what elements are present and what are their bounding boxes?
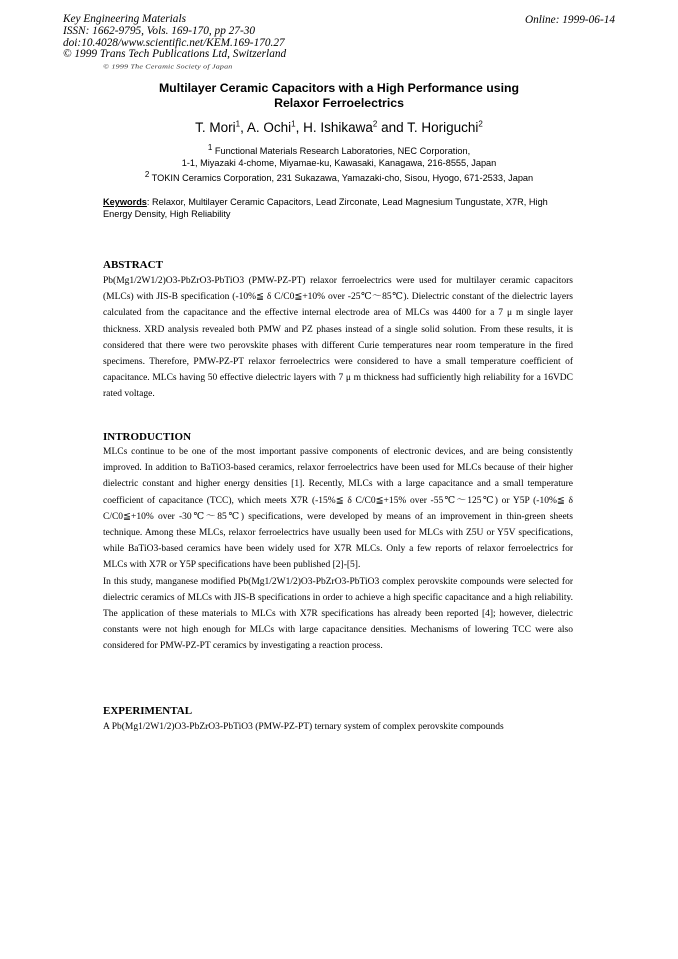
abstract-heading: ABSTRACT [103,259,163,271]
introduction-body [103,444,573,655]
title-line-1: Multilayer Ceramic Capacitors with a High Performance using [158,81,520,95]
keywords [103,197,563,220]
paragraph: Pb(Mg1/2W1/2)O3-PbZrO3-PbTiO3 (PMW-PZ-PT) relaxor ferroelectrics were used for multilayer ceramic capacitors (MLCs) with JIS-B specification (-10%≦ δ C/C0≦+10% over -25℃～85℃). Dielectric constant of the dielectric layers calculated from the capacitance and the effective internal electrode area of MLCs was 4400 for a 7 μ m single layer thickness. XRD analysis revealed both PMW and PZ phases instead of a single solid solution. From these results, it is considered that there were two perovskite phases with different Curie temperatures near room temperature in the fired specimens. Therefore, PMW-PZ-PT relaxor ferroelectrics were considered to have a small temperature coefficient of capacitance. MLCs having 50 effective dielectric layers with 7 μ m thickness had sufficiently high reliability for a 16VDC rated voltage. [103,276,573,400]
paragraph: MLCs continue to be one of the most important passive components of electronic devices, and are being consistently improved. In addition to BaTiO3-based ceramics, relaxor ferroelectrics have been used for MLCs because of their higher dielectric constant and higher energy densities [1]. Recently, MLCs with a large capacitance and a small temperature coefficient of capacitance (TCC), which meets X7R (-15%≦ δ C/C0≦+15% over -55℃～125℃) or Y5P (-10%≦ δ C/C0≦+10% over -30℃～85℃) specifications, were developed by means of an improvement in thin-green sheets technique. Among these MLCs, relaxor ferroelectrics have usually been used for MLCs with Z5U or Y5V specifications, while BaTiO3-based ceramics have been widely used for X7R MLCs. Only a few reports of relaxor ferroelectrics for MLCs with X7R or Y5P specifications have been published [2]-[5]. [103,447,573,571]
author: H. Ishikawa$^2$ and [303,119,408,135]
title-line-2: Relaxor Ferroelectrics [274,95,404,110]
author: A. Ochi$^1$, [246,119,304,135]
paper-title [80,81,598,110]
society-copyright: © 1999 The Ceramic Society of Japan [103,63,233,70]
affiliation-2: $^2$ TOKIN Ceramics Corporation, 231 Sukazawa, Yamazaki-cho, Sisou, Hyogo, 671-2533, Japan [144,169,534,183]
copyright-line: © 1999 Trans Tech Publications Ltd, Switzerland [63,48,287,61]
online-date: Online: 1999-06-14 [524,14,615,26]
paragraph: A Pb(Mg1/2W1/2)O3-PbZrO3-PbTiO3 (PMW-PZ-PT) ternary system of complex perovskite compounds [103,722,504,732]
introduction-heading: INTRODUCTION [103,431,192,443]
affiliation-1: $^1$ Functional Materials Research Laboratories, NEC Corporation, 1-1, Miyazaki 4-chome, Miyamae-ku, Kawasaki, Kanagawa, 216-8555, Japan [181,142,497,168]
journal-name: Key Engineering Materials [63,13,186,25]
publication-metadata [63,14,286,61]
author: T. Horiguchi$^2$ [407,119,483,135]
keywords-label: Keywords [103,197,147,207]
paragraph: In this study, manganese modified Pb(Mg1/2W1/2)O3-PbZrO3-PbTiO3 complex perovskite compounds were selected for dielectric ceramics of MLCs with JIS-B specifications in order to achieve a high specific capacitance and a high reliability. The application of these materials to MLCs with X7R specifications has already been reported [4]; however, dielectric constants were not high enough for MLCs with large capacitance densities. Mechanisms of lowering TCC were also considered for PMW-PZ-PT ceramics by investigating a reaction process. [103,576,573,652]
experimental-body [103,719,573,735]
doi-line: doi:10.4028/www.scientific.net/KEM.169-170.27 [63,36,285,49]
experimental-heading: EXPERIMENTAL [103,705,193,717]
author-list [80,120,598,136]
keywords-text: : Relaxor, Multilayer Ceramic Capacitors, Lead Zirconate, Lead Magnesium Tungustate, X7R, High Energy Density, High Reliability [103,197,548,219]
abstract-body [103,273,573,403]
issn-line: ISSN: 1662-9795, Vols. 169-170, pp 27-30 [63,24,256,37]
author: T. Mori$^1$, [195,119,247,135]
